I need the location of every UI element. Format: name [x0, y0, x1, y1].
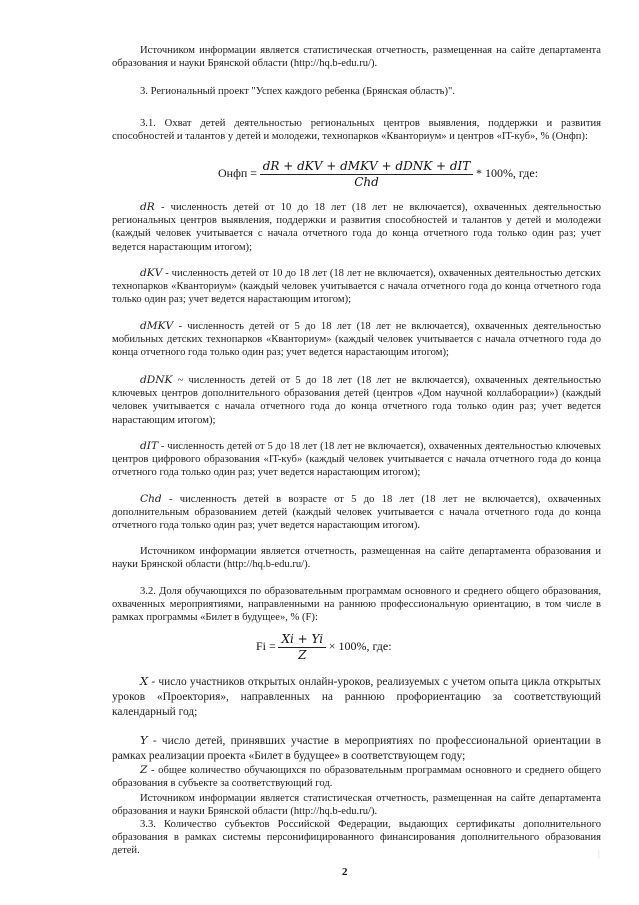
variable-x: X: [140, 674, 149, 688]
definition-dmkv: [112, 320, 601, 360]
indicator-3-2-paragraph: 3.2. Доля обучающихся по образовательным программам основного и среднего общего образования, охваченных мероприятиями, направленными на раннюю профессиональную ориентацию, в том числе в рамках программы «Билет в будущее», % (F):: [112, 586, 601, 624]
variable-y: Y: [140, 733, 148, 747]
formula-onfp-denominator: Chd: [354, 175, 379, 190]
definition-dmkv-text: - численность детей от 5 до 18 лет (18 лет не включается), охваченных деятельностью мобильных детских технопарков «Кванториум» (каждый человек учитывается с начала отчетного года до конца отчетного года только один раз; учет ведется нарастающим итогом);: [112, 321, 601, 359]
formula-onfp-fraction: [260, 160, 474, 189]
formula-onfp-lhs: Онфп =: [218, 166, 258, 181]
formula-f-suffix: × 100%, где:: [328, 639, 392, 654]
margin-mark: |: [598, 849, 600, 859]
source-paragraph: Источником информации является отчетность, размещенная на сайте департамента образования и науки Брянской области (http://hq.b-edu.ru/).: [112, 546, 601, 571]
definition-dkv-text: - численность детей от 10 до 18 лет (18 лет не включается), охваченных деятельностью детских технопарков «Кванториум» (каждый человек учитывается с начала отчетного года до конца отчетного года только один раз; учет ведется нарастающим итогом);: [112, 268, 601, 306]
definition-dkv: [112, 267, 601, 307]
variable-z: Z: [140, 764, 148, 776]
definition-chd: [112, 493, 601, 533]
indicator-3-3-paragraph: 3.3. Количество субъектов Российской Федерации, выдающих сертификаты дополнительного образования в рамках системы персонифицированного финансирования дополнительного образования детей.: [112, 819, 601, 857]
formula-f-denominator: Z: [298, 648, 307, 663]
definition-chd-text: - численность детей в возрасте от 5 до 18 лет (18 лет не включается), охваченных дополнительным образованием детей (каждый человек учитывается с начала отчетного года до конца отчетного года только один раз; учет ведется нарастающим итогом).: [112, 494, 601, 532]
definition-dr-text: - численность детей от 10 до 18 лет (18 лет не включается), охваченных деятельностью региональных центров выявления, поддержки и развития способностей и талантов у детей и молодежи (каждый человек учитывается с начала отчетного года до конца отчетного года только один раз; учет ведется нарастающим итогом);: [112, 202, 601, 253]
definition-dr: [112, 201, 601, 254]
definition-z: [112, 764, 601, 790]
definition-ddnk-text: ~ численность детей от 5 до 18 лет (18 лет не включается), охваченных деятельностью ключевых центров дополнительного образования детей (центров «Дом научной коллаборации») (каждый человек учитывается с начала отчетного года до конца отчетного года только один раз; учет ведется нарастающим итогом);: [112, 375, 601, 426]
definition-x-text: - число участников открытых онлайн-уроков, реализуемых с учетом опыта цикла открытых уроков «Проектория», направленных на раннюю профориентацию за соответствующий календарный год;: [112, 676, 601, 718]
definition-x: [112, 674, 601, 720]
source-paragraph: Источником информации является статистическая отчетность, размещенная на сайте департамента образования и науки Брянской области (http://hq.b-edu.ru/).: [112, 793, 601, 818]
formula-onfp-numerator: dR + dKV + dMKV + dDNK + dIT: [260, 160, 474, 175]
formula-f-numerator: Xi + Yi: [278, 633, 326, 648]
variable-dr: dR: [140, 201, 155, 213]
definition-y-text: - число детей, принявших участие в мероприятиях по профессиональной ориентации в рамках реализации проекта «Билет в будущее» в соответствующем году;: [112, 735, 601, 762]
formula-onfp-suffix: * 100%, где:: [475, 166, 539, 181]
variable-dmkv: dMKV: [140, 320, 174, 332]
definition-z-text: - общее количество обучающихся по образовательным программам основного и среднего общего образования в субъекте за соответствующий год.: [112, 765, 601, 790]
formula-f: [256, 633, 392, 662]
variable-dit: dIT: [140, 440, 159, 452]
variable-ddnk: dDNK: [140, 374, 173, 386]
definition-y: [112, 733, 601, 764]
source-paragraph: Источником информации является статистическая отчетность, размещенная на сайте департамента образования и науки Брянской области (http://hq.b-edu.ru/).: [112, 45, 601, 70]
formula-f-fraction: [278, 633, 326, 662]
page-number: 2: [342, 866, 348, 878]
indicator-3-1-paragraph: 3.1. Охват детей деятельностью региональных центров выявления, поддержки и развития способностей и талантов у детей и молодежи, технопарков «Кванториум» и центров «IT-куб», % (Онфп):: [112, 118, 601, 143]
section-heading-3: 3. Региональный проект "Успех каждого ребенка (Брянская область)".: [140, 86, 455, 97]
variable-dkv: dKV: [140, 267, 163, 279]
formula-f-lhs: Fi =: [256, 639, 276, 654]
definition-dit-text: - численность детей от 5 до 18 лет (18 лет не включается), охваченных деятельностью ключевых центров цифрового образования «IT-куб» (каждый человек учитывается с начала отчетного года до конца отчетного года только один раз; учет ведется нарастающим итогом);: [112, 441, 601, 479]
definition-ddnk: [112, 374, 601, 427]
variable-chd: Chd: [140, 493, 162, 505]
formula-onfp: [218, 160, 538, 189]
definition-dit: [112, 440, 601, 480]
